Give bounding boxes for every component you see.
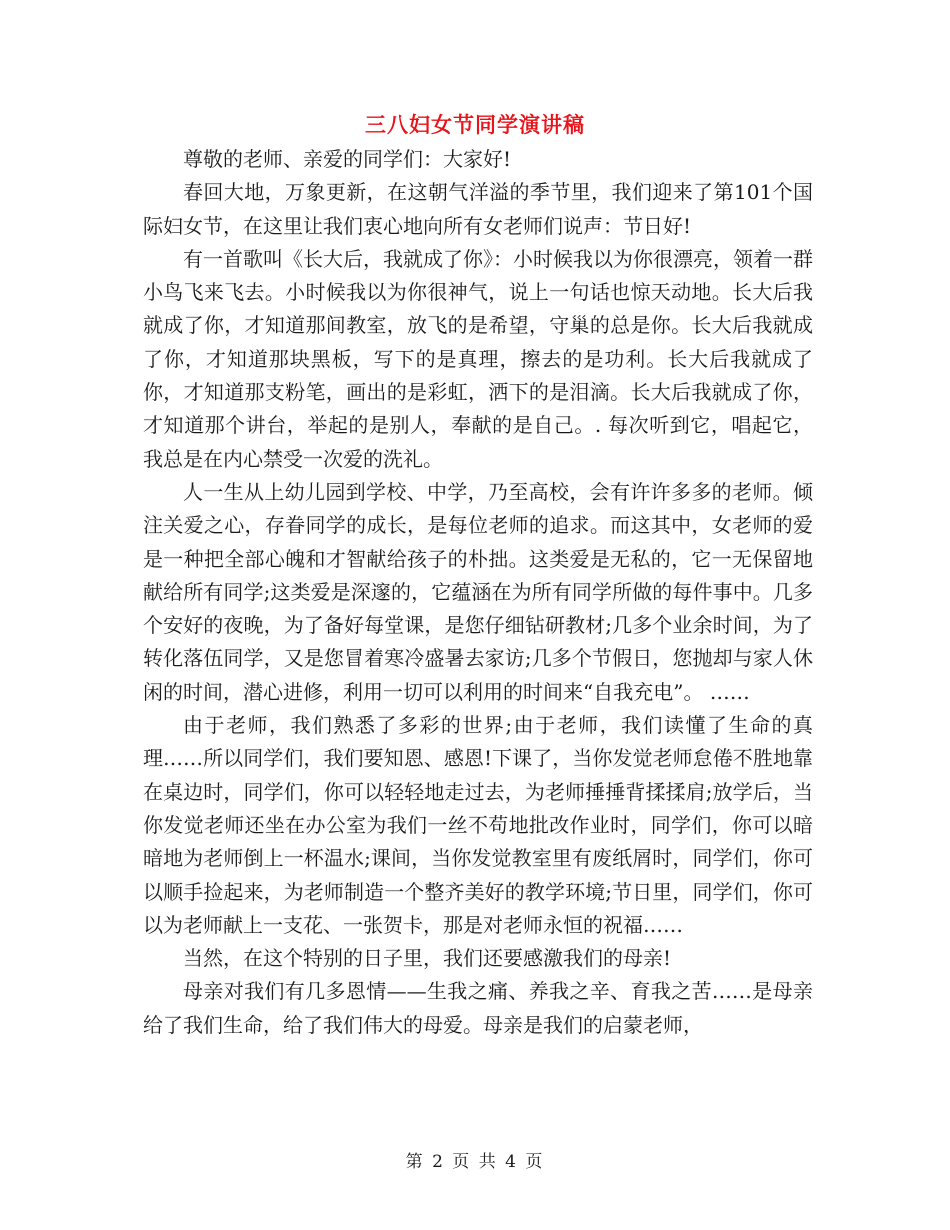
paragraph-gratitude: 由于老师，我们熟悉了多彩的世界;由于老师，我们读懂了生命的真理……所以同学们，我们要知恩、感恩!下课了，当你发觉老师怠倦不胜地靠在桌边时，同学们，你可以轻轻地走过去，为老师捶捶背揉揉肩;放学后，当你发觉老师还坐在办公室为我们一丝不苟地批改作业时，同学们，你可以暗暗地为老师倒上一杯温水;课间，当你发觉教室里有废纸屑时，同学们，你可以顺手捡起来，为老师制造一个整齐美好的教学环境;节日里，同学们，你可以为老师献上一支花、一张贺卡，那是对老师永恒的祝福……: [143, 713, 813, 937]
paragraph-mothers: 母亲对我们有几多恩情——生我之痛、养我之辛、育我之苦……是母亲给了我们生命，给了我们伟大的母爱。母亲是我们的启蒙老师，: [143, 979, 813, 1037]
paragraph-greeting: 尊敬的老师、亲爱的同学们：大家好!: [183, 147, 512, 171]
document-body: [143, 143, 813, 1042]
paragraph-song: 有一首歌叫《长大后，我就成了你》：小时候我以为你很漂亮，领着一群小鸟飞来飞去。小时候我以为你很神气，说上一句话也惊天动地。长大后我就成了你，才知道那间教室，放飞的是希望，守巢的总是你。长大后我就成了你，才知道那块黑板，写下的是真理，擦去的是功利。长大后我就成了你，才知道那支粉笔，画出的是彩虹，洒下的是泪滴。长大后我就成了你，才知道那个讲台，举起的是别人，奉献的是自己。. 每次听到它，唱起它，我总是在内心禁受一次爱的洗礼。: [143, 246, 813, 471]
page-number: 第 2 页 共 4 页: [405, 1152, 545, 1172]
document-title: 三八妇女节同学演讲稿: [365, 112, 585, 137]
paragraph-mothers-intro: 当然，在这个特别的日子里，我们还要感激我们的母亲!: [183, 946, 672, 971]
paragraph-teachers: 人一生从上幼儿园到学校、中学，乃至高校，会有许许多多的老师。倾注关爱之心，存眷同学的成长，是每位老师的追求。而这其中，女老师的爱是一种把全部心魄和才智献给孩子的朴拙。这类爱是无私的，它一无保留地献给所有同学;这类爱是深邃的，它蕴涵在为所有同学所做的每件事中。几多个安好的夜晚，为了备好每堂课，是您仔细钻研教材;几多个业余时间，为了转化落伍同学，又是您冒着寒冷盛暑去家访;几多个节假日，您抛却与家人休闲的时间，潜心进修，利用一切可以利用的时间来“自我充电”。 ……: [143, 479, 813, 704]
paragraph-opening: 春回大地，万象更新，在这朝气洋溢的季节里，我们迎来了第101个国际妇女节，在这里让我们衷心地向所有女老师们说声：节日好!: [143, 180, 813, 238]
